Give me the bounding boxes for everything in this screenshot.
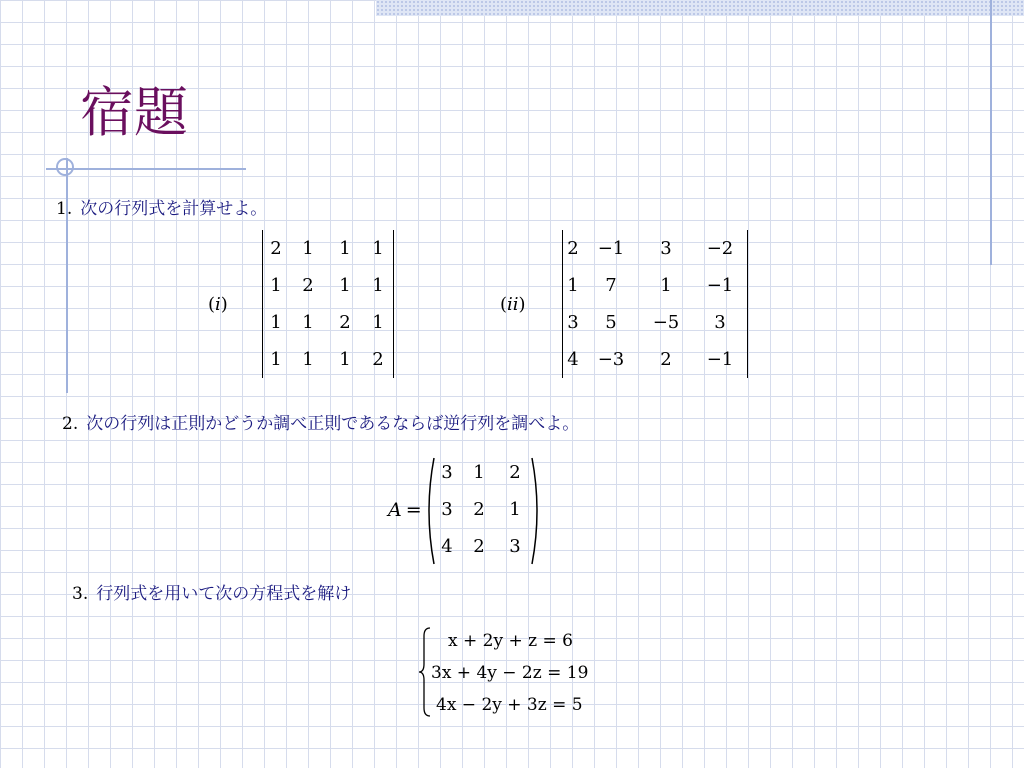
problem-1-text: 次の行列式を計算せよ。	[80, 199, 268, 219]
matrix-a	[434, 454, 532, 565]
det-i-cell: 1	[339, 275, 351, 296]
det-ii-cell: 1	[567, 275, 579, 296]
slide-title: 宿題	[80, 81, 188, 144]
det-ii-cell: 1	[660, 275, 672, 296]
matrix-a-cell: 1	[473, 462, 485, 483]
matrix-a-cell: 2	[509, 462, 521, 483]
det-i-cell: 2	[270, 238, 282, 259]
matrix-a-cell: 2	[473, 499, 485, 520]
decorative-vertical-line-left	[66, 158, 68, 393]
det-ii-cell: 3	[714, 312, 726, 333]
det-i-cell: 1	[270, 312, 282, 333]
det-ii-cell: −1	[706, 349, 734, 370]
determinant-ii	[562, 230, 748, 378]
det-i-cell: 1	[302, 312, 314, 333]
matrix-a-cell: 3	[441, 462, 453, 483]
det-ii-cell: 2	[567, 238, 579, 259]
problem-2-number: 2.	[62, 414, 79, 434]
det-ii-cell: 4	[567, 349, 579, 370]
matrix-a-cell: 1	[509, 499, 521, 520]
decorative-ring-icon	[56, 158, 74, 176]
matrix-a-name: A	[388, 499, 402, 521]
det-ii-cell: 7	[605, 275, 617, 296]
problem-3	[72, 586, 351, 603]
decorative-vertical-line-right	[990, 0, 992, 265]
matrix-a-cell: 3	[441, 499, 453, 520]
matrix-a-cell: 4	[441, 536, 453, 557]
matrix-a-cell: 3	[509, 536, 521, 557]
det-i-cell: 1	[302, 349, 314, 370]
det-i-cell: 1	[372, 312, 384, 333]
det-i-cell: 1	[270, 275, 282, 296]
det-i-cell: 1	[372, 238, 384, 259]
det-ii-cell: 3	[660, 238, 672, 259]
decorative-title-underline	[46, 168, 246, 170]
decorative-top-band	[376, 0, 1024, 16]
equation-1: x + 2y + z = 6	[448, 631, 573, 651]
det-i-cell: 1	[339, 238, 351, 259]
det-i-cell: 1	[270, 349, 282, 370]
right-parenthesis	[530, 456, 542, 566]
det-ii-cell: 5	[605, 312, 617, 333]
det-i-label: (i)	[208, 294, 228, 315]
det-i-cell: 2	[302, 275, 314, 296]
det-i-cell: 1	[339, 349, 351, 370]
det-i-cell: 1	[302, 238, 314, 259]
problem-1	[56, 201, 267, 218]
matrix-a-cell: 2	[473, 536, 485, 557]
det-i-cell: 1	[372, 275, 384, 296]
problem-2	[62, 416, 579, 433]
det-ii-cell: −5	[652, 312, 680, 333]
matrix-a-label	[388, 499, 422, 521]
det-i-cell: 2	[372, 349, 384, 370]
left-brace	[418, 626, 432, 718]
problem-3-number: 3.	[72, 584, 89, 604]
matrix-a-equals: =	[405, 499, 422, 521]
det-ii-cell: 3	[567, 312, 579, 333]
det-ii-cell: −2	[706, 238, 734, 259]
det-ii-label: (ii)	[500, 294, 526, 315]
problem-3-text: 行列式を用いて次の方程式を解け	[96, 584, 352, 604]
equation-3: 4x − 2y + 3z = 5	[436, 695, 583, 715]
problem-2-text: 次の行列は正則かどうか調べ正則であるならば逆行列を調べよ。	[86, 414, 580, 434]
determinant-i	[262, 230, 394, 378]
det-ii-cell: 2	[660, 349, 672, 370]
equation-2: 3x + 4y − 2z = 19	[431, 663, 589, 683]
det-i-cell: 2	[339, 312, 351, 333]
det-ii-cell: −1	[706, 275, 734, 296]
problem-1-number: 1.	[56, 199, 73, 219]
det-ii-cell: −1	[597, 238, 625, 259]
det-ii-cell: −3	[597, 349, 625, 370]
